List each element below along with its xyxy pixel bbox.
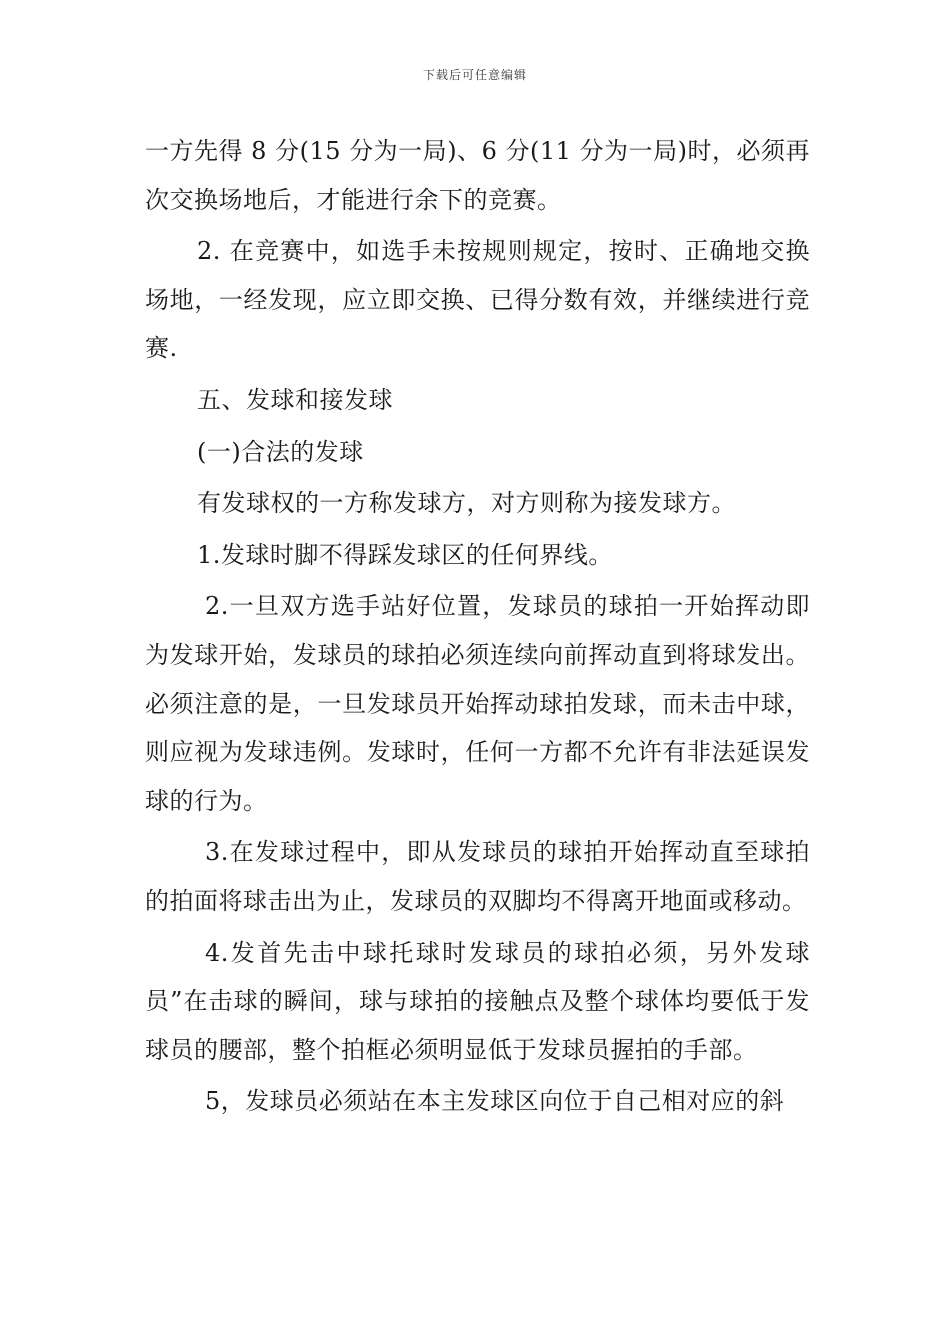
paragraph-serve-rule-2: 2.一旦双方选手站好位置，发球员的球拍一开始挥动即为发球开始，发球员的球拍必须连续向前挥动直到将球发出。必须注意的是，一旦发球员开始挥动球拍发球，而未击中球，则应视为发球违例。发球时，任何一方都不允许有非法延误发球的行为。: [145, 592, 810, 815]
paragraph-rule-2: 2. 在竞赛中，如选手未按规则规定，按时、正确地交换场地，一经发现，应立即交换、已得分数有效，并继续进行竞赛.: [145, 237, 810, 363]
paragraph-serve-rule-5: 5，发球员必须站在本主发球区向位于自己相对应的斜: [205, 1087, 785, 1116]
paragraph-serve-definition: 有发球权的一方称发球方，对方则称为接发球方。: [197, 489, 736, 518]
paragraph-serve-rule-3: 3.在发球过程中，即从发球员的球拍开始挥动直至球拍的拍面将球击出为止，发球员的双脚均不得离开地面或移动。: [145, 838, 810, 915]
header-note: 下载后可任意编辑: [422, 68, 527, 82]
paragraph-score-switch: 一方先得 8 分(15 分为一局)、6 分(11 分为一局)时，必须再次交换场地后，才能进行余下的竞赛。: [145, 137, 810, 214]
section-heading-serve: 五、发球和接发球: [197, 385, 393, 414]
paragraph-serve-rule-4: 4.发首先击中球托球时发球员的球拍必须，另外发球员”在击球的瞬间，球与球拍的接触点及整个球体均要低于发球员的腰部，整个拍框必须明显低于发球员握拍的手部。: [145, 938, 810, 1064]
paragraph-serve-rule-1: 1.发球时脚不得踩发球区的任何界线。: [197, 540, 613, 569]
subsection-heading-legal-serve: (一)合法的发球: [197, 437, 364, 466]
document-body: [145, 127, 810, 1129]
